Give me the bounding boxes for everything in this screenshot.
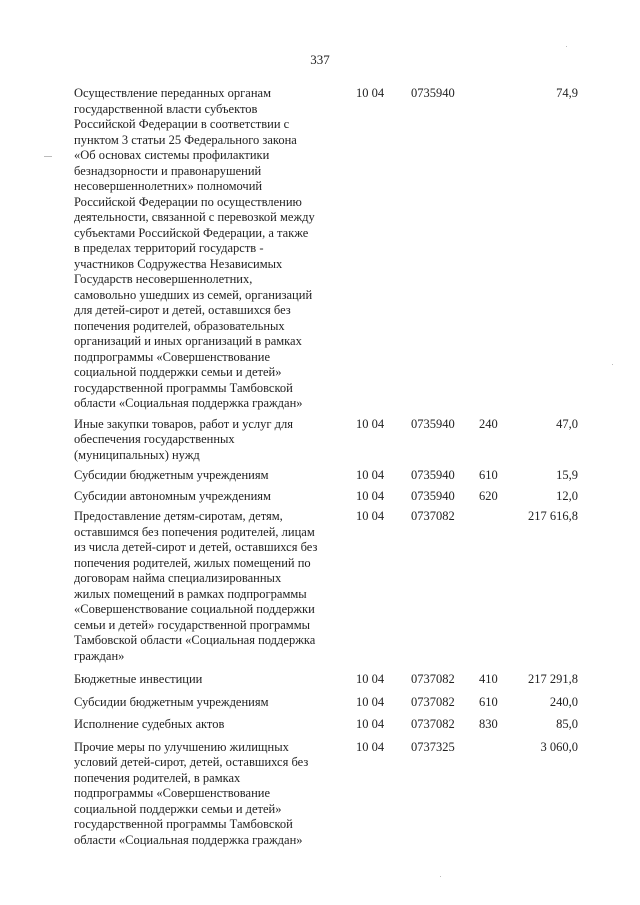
row-target-code: 0735940 xyxy=(411,468,455,482)
row-expense-kind: 830 xyxy=(479,717,498,731)
row-amount: 3 060,0 xyxy=(540,739,578,754)
row-target-code: 0737325 xyxy=(411,739,455,754)
row-amount: 15,9 xyxy=(556,468,578,482)
row-section: 10 04 xyxy=(356,739,385,754)
row-section: 10 04 xyxy=(356,468,385,482)
row-target-code: 0735940 xyxy=(411,86,455,100)
table-row xyxy=(0,509,640,664)
row-section: 10 04 xyxy=(356,672,385,686)
scan-mark xyxy=(612,364,613,365)
row-section: 10 04 xyxy=(356,717,385,731)
scan-mark xyxy=(44,156,52,157)
table-row xyxy=(0,672,640,688)
row-target-code: 0737082 xyxy=(411,509,455,523)
row-description: Иные закупки товаров, работ и услуг для обеспечения государственных (муниципальных) нужд xyxy=(74,416,294,462)
row-description: Субсидии автономным учреждениям xyxy=(74,488,271,503)
row-target-code: 0737082 xyxy=(411,694,455,709)
scan-mark xyxy=(440,876,441,877)
row-description: Прочие меры по улучшению жилищных условий детей-сирот, детей, оставшихся без попечения родителей, в рамках подпрограммы «Совершенствование социальной поддержки семьи и детей» государственной программы Тамбовской области «Социальная поддержка граждан» xyxy=(74,739,309,847)
table-row xyxy=(0,468,640,484)
row-description: Субсидии бюджетным учреждениям xyxy=(74,468,269,482)
table-row xyxy=(0,86,640,412)
row-amount: 240,0 xyxy=(549,694,578,709)
table-row xyxy=(0,417,640,464)
row-amount: 217 616,8 xyxy=(528,509,578,523)
row-amount: 74,9 xyxy=(556,86,578,100)
row-description: Бюджетные инвестиции xyxy=(74,672,203,686)
row-description: Осуществление переданных органам государственной власти субъектов Российской Федерации в соответствии с пунктом 3 статьи 25 Федерального закона «Об основах системы профилактики безнадзорности и правонарушений несовершеннолетних» полномочий Российской Федерации по осуществлению деятельности, связанной с перевозкой между субъектами Российской Федерации, а также в пределах территорий государств - участников Содружества Независимых Государств несовершеннолетних, самовольно ушедших из семей, организаций для детей-сирот и детей, оставшихся без попечения родителей, образовательных организаций и иных организаций в рамках подпрограммы «Совершенствование социальной поддержки семьи и детей» государственной программы Тамбовской области «Социальная поддержка граждан» xyxy=(74,86,315,410)
table-row xyxy=(0,740,640,849)
row-expense-kind: 610 xyxy=(479,468,498,482)
row-section: 10 04 xyxy=(356,488,385,503)
row-section: 10 04 xyxy=(356,86,385,100)
row-section: 10 04 xyxy=(356,509,385,523)
page-number: 337 xyxy=(310,52,330,67)
row-expense-kind: 410 xyxy=(479,672,498,686)
row-expense-kind: 610 xyxy=(479,694,498,709)
row-expense-kind: 240 xyxy=(479,416,498,431)
row-amount: 85,0 xyxy=(556,717,578,731)
scan-mark xyxy=(566,46,567,47)
row-target-code: 0735940 xyxy=(411,416,455,431)
row-expense-kind: 620 xyxy=(479,488,498,503)
row-section: 10 04 xyxy=(356,694,385,709)
row-description: Исполнение судебных актов xyxy=(74,717,225,731)
table-row xyxy=(0,695,640,711)
table-row xyxy=(0,489,640,505)
row-amount: 12,0 xyxy=(556,488,578,503)
row-amount: 47,0 xyxy=(556,416,578,431)
row-description: Предоставление детям-сиротам, детям, оставшимся без попечения родителей, лицам из числа детей-сирот и детей, оставшихся без попечения родителей, жилых помещений по договорам найма специализированных жилых помещений в рамках подпрограммы «Совершенствование социальной поддержки семьи и детей» государственной программы Тамбовской области «Социальная поддержка граждан» xyxy=(74,509,318,663)
row-amount: 217 291,8 xyxy=(528,672,578,686)
row-target-code: 0737082 xyxy=(411,717,455,731)
row-description: Субсидии бюджетным учреждениям xyxy=(74,694,269,709)
table-row xyxy=(0,717,640,733)
row-section: 10 04 xyxy=(356,416,385,431)
row-target-code: 0737082 xyxy=(411,672,455,686)
row-target-code: 0735940 xyxy=(411,488,455,503)
budget-table xyxy=(0,86,640,848)
